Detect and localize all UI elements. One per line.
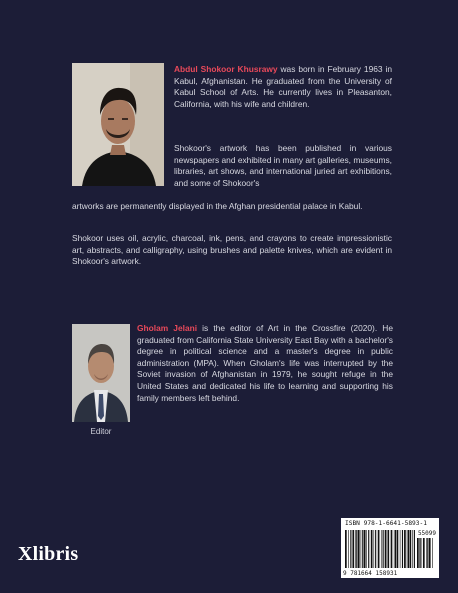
barcode-stripe	[388, 530, 389, 568]
barcode-stripe	[427, 538, 428, 568]
barcode-stripe	[402, 530, 403, 568]
editor-bio-paragraph	[137, 323, 393, 404]
addon-barcode-bars	[417, 538, 435, 568]
barcode-stripe	[391, 530, 393, 568]
editor-photo	[72, 324, 130, 422]
author-bio-paragraph-1	[174, 64, 392, 110]
barcode-stripe	[368, 530, 369, 568]
barcode-stripe	[364, 530, 366, 568]
barcode-stripe	[408, 530, 409, 568]
barcode-stripe	[362, 530, 363, 568]
barcode-stripe	[375, 530, 376, 568]
ean-barcode-bars	[345, 530, 415, 568]
barcode-stripe	[395, 530, 396, 568]
barcode-stripe	[419, 538, 420, 568]
barcode-stripe	[345, 530, 347, 568]
barcode-stripe	[400, 530, 401, 568]
barcode-stripe	[371, 530, 373, 568]
author-photo	[72, 63, 164, 186]
barcode-stripe	[355, 530, 356, 568]
barcode-stripe	[378, 530, 380, 568]
barcode-stripe	[387, 530, 388, 568]
editor-bio-text: is the editor of Art in the Crossfire (2020). He graduated from California State University East Bay with a bachelor's degree in political science and a master's degree in public administration (MPA). When Gholam's life was interrupted by the Soviet invasion of Afghanistan in 1979, he sought refuge in the United States and dedicated his life to learning and supporting his family members left behind.	[137, 323, 393, 403]
author-bio-paragraph-2-top: Shokoor's artwork has been published in various newspapers and exhibited in many art galleries, museums, libraries, art shows, and international juried art exhibitions, and some of Shokoor's	[174, 143, 392, 188]
barcode-stripe	[407, 530, 408, 568]
barcode-stripe	[429, 538, 431, 568]
barcode-stripe	[352, 530, 354, 568]
barcode-addon-number: 55099	[417, 530, 436, 537]
barcode-stripe	[358, 530, 360, 568]
author-bio-1-text: was born in February 1963 in Kabul, Afghanistan. He graduated from the University of Kabul School of Arts. He currently lives in Pleasanton, California, with his wife and children.	[174, 64, 392, 109]
barcode-stripe	[423, 538, 425, 568]
barcode-stripe	[374, 530, 375, 568]
barcode-stripe	[420, 538, 421, 568]
barcode-stripe	[414, 530, 415, 568]
author-portrait-image	[72, 63, 164, 186]
ean-digits: 9 781664 158931	[343, 570, 398, 577]
barcode-stripe	[394, 530, 395, 568]
barcode-stripe	[404, 530, 406, 568]
isbn-barcode	[341, 518, 439, 578]
barcode-stripe	[426, 538, 427, 568]
barcode-stripe	[432, 538, 433, 568]
editor-portrait-image	[72, 324, 130, 422]
publisher-logo: Xlibris	[18, 543, 79, 565]
editor-caption: Editor	[90, 427, 112, 436]
barcode-stripe	[410, 530, 412, 568]
barcode-stripe	[397, 530, 399, 568]
author-bio-paragraph-2-bottom: artworks are permanently displayed in the Afghan presidential palace in Kabul.	[72, 201, 363, 211]
barcode-stripe	[383, 530, 384, 568]
barcode-stripe	[348, 530, 349, 568]
barcode-stripe	[361, 530, 362, 568]
isbn-label: ISBN 978-1-6641-5893-1	[345, 520, 427, 527]
barcode-stripe	[381, 530, 382, 568]
barcode-stripe	[350, 530, 351, 568]
barcode-stripe	[412, 530, 413, 568]
author-bio-paragraph-3: Shokoor uses oil, acrylic, charcoal, ink, pens, and crayons to create impressionistic art, abstracts, and calligraphy, using brushes and palette knives, which are evident in Shokoor's artwork.	[72, 233, 392, 267]
barcode-stripe	[356, 530, 357, 568]
barcode-stripe	[417, 538, 419, 568]
editor-name: Gholam Jelani	[137, 323, 198, 333]
barcode-stripe	[366, 530, 367, 568]
author-name: Abdul Shokoor Khusrawy	[174, 64, 278, 74]
barcode-stripe	[385, 530, 387, 568]
